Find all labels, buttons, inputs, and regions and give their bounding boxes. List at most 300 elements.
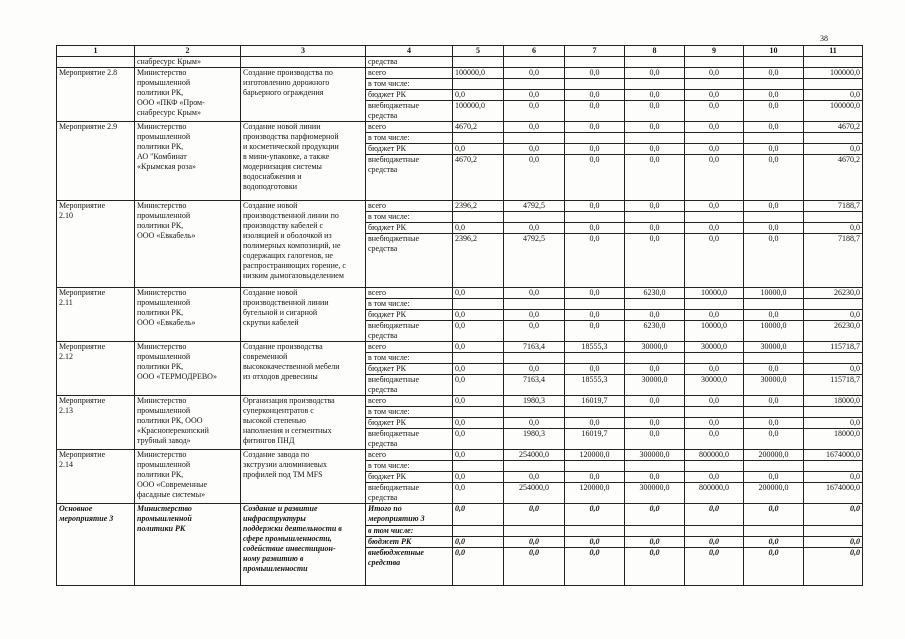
value-cell: 4670,2 — [453, 122, 504, 133]
value-cell — [685, 526, 744, 537]
value-cell: 0,0 — [453, 90, 504, 101]
table-row — [57, 342, 863, 353]
value-cell: 10000,0 — [685, 288, 744, 299]
value-cell: 10000,0 — [744, 321, 804, 342]
value-cell: 0,0 — [744, 223, 804, 234]
source-label-cell: в том числе: — [366, 526, 453, 537]
value-cell: 0,0 — [625, 504, 685, 526]
value-cell — [744, 526, 804, 537]
description-cell: Создание новой производственной линии бугельной и сигарной скрутки кабелей — [241, 288, 366, 342]
header-cell: 4 — [366, 46, 453, 57]
value-cell: 0,0 — [685, 504, 744, 526]
source-label-cell: внебюджетные средства — [366, 101, 453, 122]
value-cell: 0,0 — [744, 90, 804, 101]
value-cell — [565, 212, 625, 223]
value-cell: 0,0 — [565, 537, 625, 548]
source-label-cell: в том числе: — [366, 299, 453, 310]
value-cell: 254000,0 — [504, 450, 565, 461]
value-cell — [744, 353, 804, 364]
table-row — [57, 396, 863, 407]
value-cell — [804, 79, 863, 90]
source-label-cell: бюджет РК — [366, 418, 453, 429]
value-cell: 7188,7 — [804, 201, 863, 212]
value-cell — [504, 133, 565, 144]
value-cell: 0,0 — [453, 375, 504, 396]
value-cell: 0,0 — [453, 396, 504, 407]
source-label-cell: в том числе: — [366, 353, 453, 364]
value-cell: 0,0 — [625, 472, 685, 483]
header-cell: 3 — [241, 46, 366, 57]
value-cell: 2396,2 — [453, 201, 504, 212]
value-cell: 0,0 — [565, 364, 625, 375]
table-cell — [57, 57, 135, 68]
header-cell: 5 — [453, 46, 504, 57]
value-cell: 1980,3 — [504, 396, 565, 407]
value-cell — [744, 407, 804, 418]
value-cell: 300000,0 — [625, 450, 685, 461]
value-cell: 10000,0 — [685, 321, 744, 342]
source-label-cell: бюджет РК — [366, 90, 453, 101]
value-cell: 0,0 — [804, 223, 863, 234]
value-cell — [453, 79, 504, 90]
source-label-cell: внебюджетные средства — [366, 483, 453, 504]
header-cell: 1 — [57, 46, 135, 57]
value-cell: 16019,7 — [565, 429, 625, 450]
value-cell: 0,0 — [565, 234, 625, 288]
value-cell: 18555,3 — [565, 375, 625, 396]
value-cell: 0,0 — [565, 472, 625, 483]
value-cell: 0,0 — [744, 396, 804, 407]
value-cell: 0,0 — [744, 418, 804, 429]
value-cell: 30000,0 — [685, 342, 744, 353]
value-cell — [804, 353, 863, 364]
value-cell: 120000,0 — [565, 450, 625, 461]
value-cell: 0,0 — [504, 90, 565, 101]
value-cell: 30000,0 — [625, 375, 685, 396]
source-label-cell: в том числе: — [366, 133, 453, 144]
value-cell — [453, 461, 504, 472]
value-cell: 0,0 — [565, 418, 625, 429]
value-cell: 0,0 — [685, 472, 744, 483]
table-row — [57, 122, 863, 133]
value-cell — [744, 133, 804, 144]
value-cell: 0,0 — [565, 504, 625, 526]
value-cell: 0,0 — [744, 68, 804, 79]
measure-id-cell: Мероприятие 2.10 — [57, 201, 135, 288]
value-cell: 0,0 — [565, 90, 625, 101]
value-cell: 0,0 — [565, 223, 625, 234]
value-cell: 0,0 — [625, 364, 685, 375]
table-row — [57, 288, 863, 299]
value-cell: 0,0 — [453, 288, 504, 299]
value-cell: 1674000,0 — [804, 450, 863, 461]
value-cell: 0,0 — [804, 537, 863, 548]
value-cell: 0,0 — [685, 537, 744, 548]
value-cell — [625, 79, 685, 90]
value-cell: 0,0 — [504, 472, 565, 483]
value-cell: 0,0 — [625, 90, 685, 101]
value-cell: 0,0 — [744, 122, 804, 133]
value-cell: 0,0 — [625, 223, 685, 234]
value-cell: 0,0 — [625, 396, 685, 407]
value-cell: 18000,0 — [804, 396, 863, 407]
value-cell — [685, 133, 744, 144]
value-cell: 120000,0 — [565, 483, 625, 504]
value-cell: 0,0 — [504, 122, 565, 133]
value-cell: 0,0 — [625, 155, 685, 201]
value-cell: 0,0 — [685, 122, 744, 133]
value-cell: 115718,7 — [804, 375, 863, 396]
value-cell: 26230,0 — [804, 288, 863, 299]
value-cell — [625, 133, 685, 144]
value-cell — [744, 79, 804, 90]
value-cell: 0,0 — [744, 537, 804, 548]
table-cell — [453, 57, 504, 68]
header-cell: 2 — [135, 46, 241, 57]
value-cell: 0,0 — [565, 101, 625, 122]
value-cell: 0,0 — [804, 310, 863, 321]
value-cell: 0,0 — [565, 122, 625, 133]
value-cell: 0,0 — [744, 144, 804, 155]
value-cell: 0,0 — [625, 68, 685, 79]
source-label-cell: в том числе: — [366, 212, 453, 223]
value-cell: 0,0 — [625, 144, 685, 155]
value-cell — [804, 526, 863, 537]
program-funding-table — [56, 45, 863, 586]
value-cell: 0,0 — [804, 90, 863, 101]
value-cell: 0,0 — [625, 201, 685, 212]
value-cell: 200000,0 — [744, 483, 804, 504]
table-cell — [565, 57, 625, 68]
value-cell: 0,0 — [804, 418, 863, 429]
value-cell: 0,0 — [453, 364, 504, 375]
value-cell: 0,0 — [804, 548, 863, 586]
value-cell: 100000,0 — [453, 101, 504, 122]
continuation-row — [57, 57, 863, 68]
value-cell: 0,0 — [565, 310, 625, 321]
value-cell: 0,0 — [804, 364, 863, 375]
source-label-cell: внебюджетные средства — [366, 375, 453, 396]
value-cell: 0,0 — [625, 101, 685, 122]
table-cell — [504, 57, 565, 68]
table-cell — [241, 57, 366, 68]
measure-id-cell: Мероприятие 2.13 — [57, 396, 135, 450]
value-cell — [685, 212, 744, 223]
value-cell: 800000,0 — [685, 450, 744, 461]
source-label-cell: внебюджетные средства — [366, 548, 453, 586]
value-cell — [504, 299, 565, 310]
value-cell: 4792,5 — [504, 201, 565, 212]
value-cell: 0,0 — [453, 321, 504, 342]
value-cell: 0,0 — [685, 101, 744, 122]
value-cell: 0,0 — [685, 429, 744, 450]
value-cell: 0,0 — [504, 310, 565, 321]
value-cell: 0,0 — [565, 288, 625, 299]
value-cell: 0,0 — [453, 223, 504, 234]
value-cell: 0,0 — [804, 504, 863, 526]
value-cell: 0,0 — [685, 364, 744, 375]
value-cell — [625, 526, 685, 537]
source-label-cell: внебюджетные средства — [366, 234, 453, 288]
description-cell: Создание новой производственной линии по производству кабелей с изоляцией и оболочкой из полимерных композиций, не содержащих галогенов, не распространяющих горение, с низким дымогазовыделением — [241, 201, 366, 288]
value-cell: 0,0 — [453, 483, 504, 504]
value-cell — [504, 212, 565, 223]
value-cell: 0,0 — [504, 155, 565, 201]
value-cell: 0,0 — [504, 537, 565, 548]
value-cell: 30000,0 — [685, 375, 744, 396]
value-cell — [804, 407, 863, 418]
value-cell: 6230,0 — [625, 288, 685, 299]
value-cell: 0,0 — [565, 144, 625, 155]
value-cell: 0,0 — [744, 472, 804, 483]
source-label-cell: всего — [366, 68, 453, 79]
value-cell: 4670,2 — [453, 155, 504, 201]
value-cell: 0,0 — [453, 504, 504, 526]
executor-cell: Министерство промышленной политики РК, АО "Комбинат «Крымская роза» — [135, 122, 241, 201]
value-cell: 254000,0 — [504, 483, 565, 504]
value-cell: 30000,0 — [625, 342, 685, 353]
value-cell: 0,0 — [744, 155, 804, 201]
value-cell — [625, 407, 685, 418]
executor-cell: Министерство промышленной политики РК, ООО «ПКФ «Пром- снабресурс Крым» — [135, 68, 241, 122]
measure-id-cell: Мероприятие 2.12 — [57, 342, 135, 396]
value-cell — [453, 353, 504, 364]
value-cell: 0,0 — [504, 418, 565, 429]
description-cell: Создание производства по изготовлению дорожного барьерного ограждения — [241, 68, 366, 122]
page-number: 38 — [820, 34, 828, 43]
header-cell: 8 — [625, 46, 685, 57]
header-cell: 7 — [565, 46, 625, 57]
value-cell: 0,0 — [453, 450, 504, 461]
source-label-cell: бюджет РК — [366, 310, 453, 321]
header-cell: 6 — [504, 46, 565, 57]
value-cell — [804, 212, 863, 223]
table-cell — [744, 57, 804, 68]
description-cell: Организация производства суперконцентратов с высокой степенью наполнения и сегментных фитингов ПНД — [241, 396, 366, 450]
value-cell: 0,0 — [453, 310, 504, 321]
value-cell: 0,0 — [625, 537, 685, 548]
value-cell: 18000,0 — [804, 429, 863, 450]
value-cell: 1674000,0 — [804, 483, 863, 504]
value-cell: 30000,0 — [744, 342, 804, 353]
value-cell — [744, 299, 804, 310]
source-label-cell: всего — [366, 201, 453, 212]
source-label-cell: в том числе: — [366, 79, 453, 90]
value-cell: 0,0 — [453, 429, 504, 450]
value-cell: 0,0 — [685, 90, 744, 101]
value-cell: 0,0 — [625, 122, 685, 133]
value-cell — [565, 526, 625, 537]
value-cell: 0,0 — [625, 418, 685, 429]
source-label-cell: Итого по мероприятию 3 — [366, 504, 453, 526]
value-cell — [565, 299, 625, 310]
table-row — [57, 68, 863, 79]
value-cell — [565, 79, 625, 90]
value-cell — [453, 407, 504, 418]
value-cell: 0,0 — [453, 548, 504, 586]
executor-cell: Министерство промышленной политики РК, ООО «Евкабель» — [135, 201, 241, 288]
source-label-cell: внебюджетные средства — [366, 321, 453, 342]
value-cell: 0,0 — [453, 418, 504, 429]
value-cell: 0,0 — [804, 472, 863, 483]
value-cell: 0,0 — [685, 201, 744, 212]
source-label-cell: всего — [366, 450, 453, 461]
table-cell — [804, 57, 863, 68]
source-label-cell: в том числе: — [366, 407, 453, 418]
table-row — [57, 504, 863, 526]
source-label-cell: бюджет РК — [366, 364, 453, 375]
value-cell: 7163,4 — [504, 342, 565, 353]
value-cell: 0,0 — [744, 429, 804, 450]
source-label-cell: всего — [366, 122, 453, 133]
value-cell: 0,0 — [744, 310, 804, 321]
value-cell — [504, 79, 565, 90]
value-cell: 0,0 — [453, 537, 504, 548]
value-cell: 0,0 — [565, 548, 625, 586]
value-cell: 0,0 — [685, 68, 744, 79]
value-cell: 18555,3 — [565, 342, 625, 353]
table-cell — [625, 57, 685, 68]
measure-id-cell: Мероприятие 2.8 — [57, 68, 135, 122]
description-cell: Создание производства современной высококачественной мебели из отходов древесины — [241, 342, 366, 396]
value-cell — [453, 212, 504, 223]
value-cell: 0,0 — [565, 155, 625, 201]
description-cell: Создание завода по экструзии алюминиевых профилей под ТМ MFS — [241, 450, 366, 504]
value-cell — [685, 407, 744, 418]
measure-id-cell: Мероприятие 2.9 — [57, 122, 135, 201]
value-cell: 0,0 — [504, 288, 565, 299]
value-cell — [504, 526, 565, 537]
value-cell: 0,0 — [744, 548, 804, 586]
value-cell: 0,0 — [504, 548, 565, 586]
source-label-cell: бюджет РК — [366, 144, 453, 155]
value-cell: 100000,0 — [804, 101, 863, 122]
value-cell: 7188,7 — [804, 234, 863, 288]
value-cell: 16019,7 — [565, 396, 625, 407]
value-cell — [744, 212, 804, 223]
value-cell: 0,0 — [625, 548, 685, 586]
source-label-cell: внебюджетные средства — [366, 429, 453, 450]
value-cell: 0,0 — [504, 101, 565, 122]
value-cell: 7163,4 — [504, 375, 565, 396]
value-cell — [453, 526, 504, 537]
value-cell — [565, 407, 625, 418]
value-cell: 0,0 — [504, 68, 565, 79]
measure-id-cell: Мероприятие 2.11 — [57, 288, 135, 342]
value-cell — [685, 353, 744, 364]
table-row — [57, 450, 863, 461]
value-cell: 0,0 — [504, 144, 565, 155]
value-cell — [685, 299, 744, 310]
executor-cell: Министерство промышленной политики РК, ООО «ТЕРМОДРЕВО» — [135, 342, 241, 396]
source-label-cell: всего — [366, 396, 453, 407]
value-cell: 30000,0 — [744, 375, 804, 396]
value-cell: 0,0 — [625, 234, 685, 288]
value-cell: 100000,0 — [804, 68, 863, 79]
value-cell: 4670,2 — [804, 155, 863, 201]
value-cell — [504, 461, 565, 472]
value-cell: 0,0 — [504, 223, 565, 234]
value-cell: 0,0 — [685, 548, 744, 586]
header-row — [57, 46, 863, 57]
table-body — [57, 46, 863, 586]
executor-cell: Министерство промышленной политики РК — [135, 504, 241, 586]
executor-cell: Министерство промышленной политики РК, ООО «Современные фасадные системы» — [135, 450, 241, 504]
value-cell: 0,0 — [685, 234, 744, 288]
value-cell — [804, 461, 863, 472]
description-cell: Создание новой линии производства парфюмерной и косметической продукции в мини-упаковке, а также модернизация системы водоснабжения и водоподготовки — [241, 122, 366, 201]
source-label-cell: бюджет РК — [366, 223, 453, 234]
source-label-cell: всего — [366, 342, 453, 353]
source-label-cell: в том числе: — [366, 461, 453, 472]
executor-cell: Министерство промышленной политики РК, ООО «Евкабель» — [135, 288, 241, 342]
value-cell: 26230,0 — [804, 321, 863, 342]
value-cell: 0,0 — [685, 155, 744, 201]
value-cell: 0,0 — [744, 234, 804, 288]
source-label-cell: бюджет РК — [366, 472, 453, 483]
measure-id-cell: Основное мероприятие 3 — [57, 504, 135, 586]
value-cell: 0,0 — [504, 321, 565, 342]
value-cell — [625, 461, 685, 472]
value-cell — [685, 79, 744, 90]
value-cell: 2396,2 — [453, 234, 504, 288]
source-label-cell: бюджет РК — [366, 537, 453, 548]
value-cell: 0,0 — [685, 144, 744, 155]
header-cell: 10 — [744, 46, 804, 57]
value-cell: 0,0 — [453, 342, 504, 353]
value-cell: 0,0 — [504, 364, 565, 375]
value-cell — [565, 353, 625, 364]
value-cell — [625, 299, 685, 310]
value-cell — [565, 461, 625, 472]
value-cell: 115718,7 — [804, 342, 863, 353]
value-cell: 0,0 — [744, 364, 804, 375]
value-cell: 0,0 — [565, 321, 625, 342]
value-cell: 4670,2 — [804, 122, 863, 133]
value-cell — [804, 133, 863, 144]
value-cell: 0,0 — [685, 223, 744, 234]
value-cell: 0,0 — [804, 144, 863, 155]
source-label-cell: внебюджетные средства — [366, 155, 453, 201]
value-cell — [453, 133, 504, 144]
value-cell: 0,0 — [453, 144, 504, 155]
value-cell: 0,0 — [625, 429, 685, 450]
value-cell — [804, 299, 863, 310]
executor-cell: Министерство промышленной политики РК, ООО «Красноперекопский трубный завод» — [135, 396, 241, 450]
value-cell — [625, 353, 685, 364]
value-cell: 4792,5 — [504, 234, 565, 288]
value-cell: 100000,0 — [453, 68, 504, 79]
value-cell: 0,0 — [565, 68, 625, 79]
value-cell — [625, 212, 685, 223]
value-cell: 0,0 — [504, 504, 565, 526]
value-cell: 200000,0 — [744, 450, 804, 461]
value-cell: 0,0 — [685, 310, 744, 321]
table-cell: средства — [366, 57, 453, 68]
value-cell: 0,0 — [565, 201, 625, 212]
value-cell: 0,0 — [744, 201, 804, 212]
value-cell — [504, 407, 565, 418]
value-cell: 300000,0 — [625, 483, 685, 504]
value-cell: 1980,3 — [504, 429, 565, 450]
value-cell — [744, 461, 804, 472]
value-cell: 10000,0 — [744, 288, 804, 299]
value-cell — [685, 461, 744, 472]
measure-id-cell: Мероприятие 2.14 — [57, 450, 135, 504]
description-cell: Создание и развитие инфраструктуры поддержки деятельности в сфере промышленности, содействие инвестицион- ному развитию в промышленности — [241, 504, 366, 586]
value-cell: 0,0 — [744, 504, 804, 526]
value-cell: 0,0 — [625, 310, 685, 321]
